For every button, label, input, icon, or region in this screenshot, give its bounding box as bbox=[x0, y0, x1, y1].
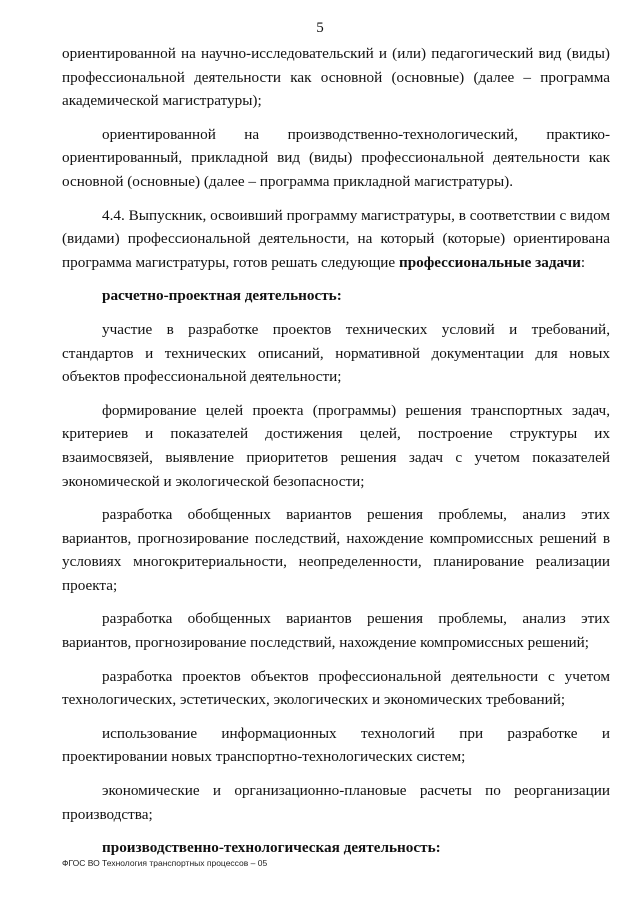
section-heading-production: производственно-технологическая деятельность: bbox=[102, 839, 441, 857]
paragraph-applied-master: ориентированной на производственно-технологический, практико-ориентированный, прикладной вид (виды) профессиональной деятельности как основной (основные) (далее – программа прикладной магистратуры). bbox=[62, 125, 610, 190]
list-item-generalized-variants: разработка обобщенных вариантов решения проблемы, анализ этих вариантов, прогнозирование последствий, нахождение компромиссных решений в условиях многокритериальности, неопределенности, планирование реализации проекта; bbox=[62, 506, 610, 594]
paragraph-graduate-tasks-end: : bbox=[580, 253, 586, 271]
paragraph-graduate-tasks bbox=[62, 204, 610, 275]
page-footer: ФГОС ВО Технология транспортных процессов – 05 bbox=[62, 858, 268, 868]
paragraph-graduate-tasks-text: 4.4. Выпускник, освоивший программу магистратуры, в соответствии с видом (видами) профессиональной деятельности, на который (которые) ориентирована программа магистратуры, готов решать следующие bbox=[62, 206, 610, 271]
list-item-economic-calculations: экономические и организационно-плановые расчеты по реорганизации производства; bbox=[62, 782, 610, 823]
paragraph-academic-master: ориентированной на научно-исследовательский и (или) педагогический вид (виды) профессиональной деятельности как основной (основные) (далее – программа академической магистратуры); bbox=[62, 45, 610, 110]
section-heading-design: расчетно-проектная деятельность: bbox=[102, 287, 342, 305]
professional-tasks-bold: профессиональные задачи bbox=[398, 253, 581, 271]
document-body bbox=[62, 42, 610, 870]
list-item-information-technologies: использование информационных технологий при разработке и проектировании новых транспортно-технологических систем; bbox=[62, 724, 610, 766]
list-item-generalized-variants-short: разработка обобщенных вариантов решения проблемы, анализ этих вариантов, прогнозирование последствий, нахождение компромиссных решений; bbox=[62, 610, 610, 652]
list-item-project-goals: формирование целей проекта (программы) решения транспортных задач, критериев и показателей достижения целей, построение структуры их взаимосвязей, выявление приоритетов решения задач с учетом показателей экономической и экологической безопасности; bbox=[62, 401, 610, 490]
page-number: 5 bbox=[316, 20, 324, 36]
list-item-technical-conditions: участие в разработке проектов технических условий и требований, стандартов и технических описаний, нормативной документации для новых объектов профессиональной деятельности; bbox=[62, 320, 610, 386]
list-item-project-development: разработка проектов объектов профессиональной деятельности с учетом технологических, эстетических, экологических и экономических требований; bbox=[62, 667, 610, 709]
